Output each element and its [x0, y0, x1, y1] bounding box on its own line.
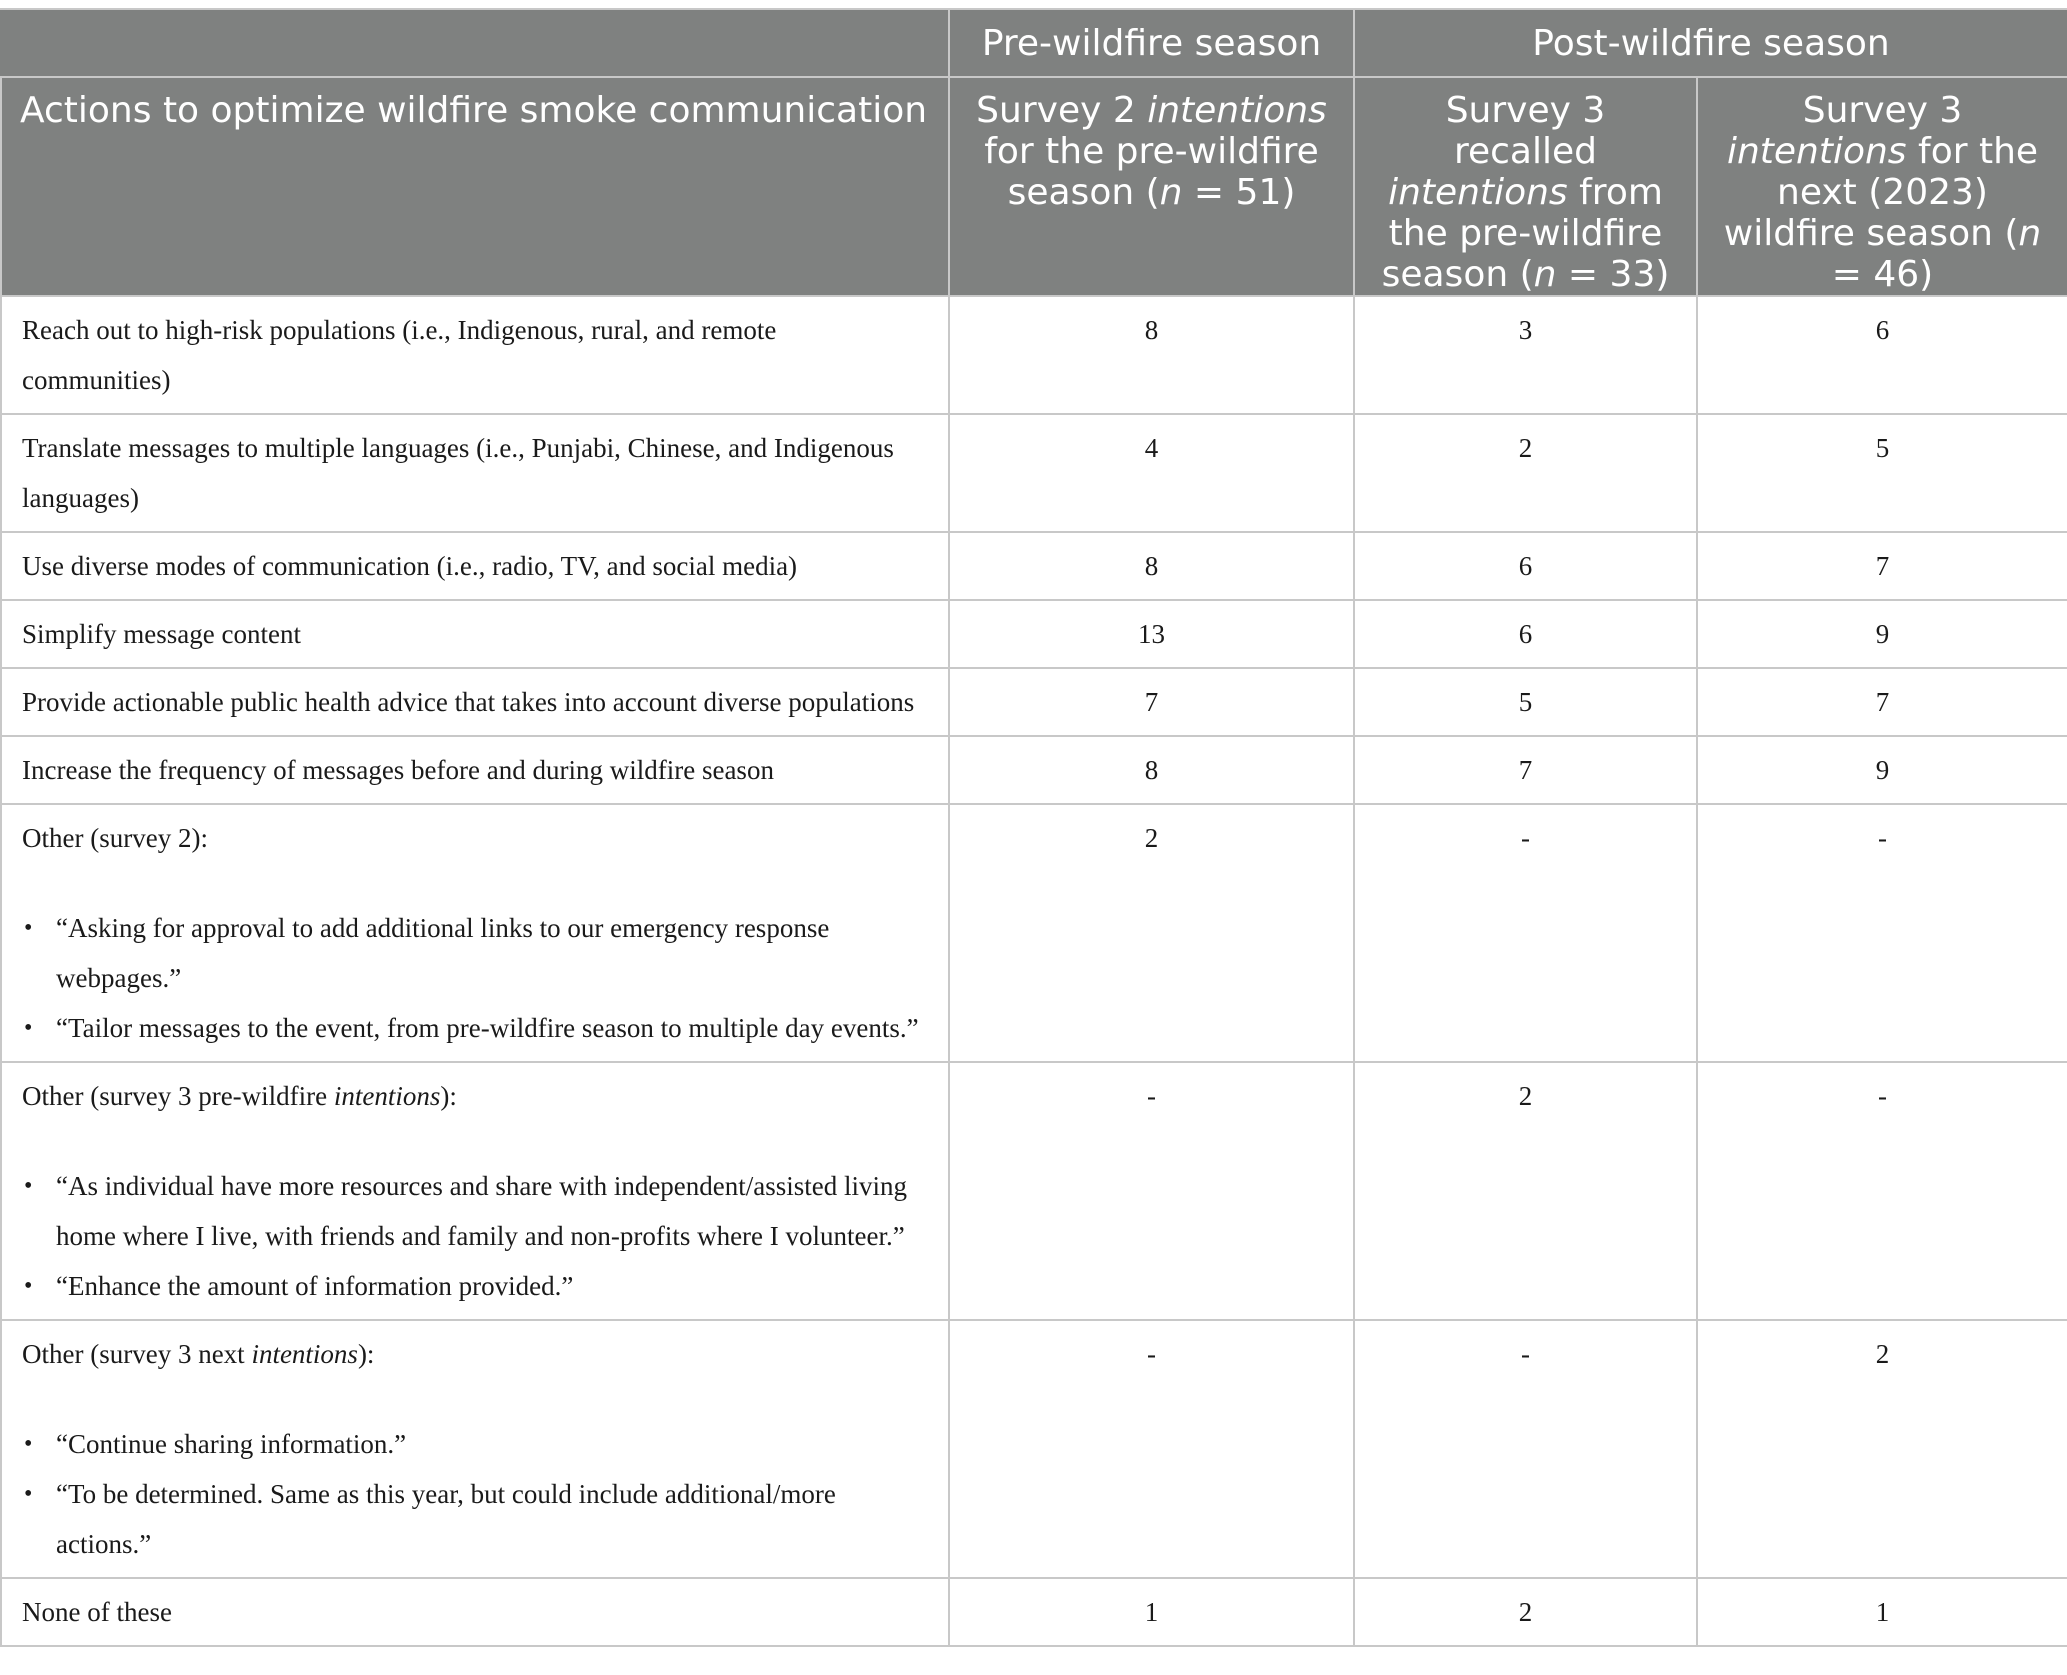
- header-pre-wildfire: Pre-wildfire season: [949, 9, 1354, 77]
- quote-text: “As individual have more resources and share with independent/assisted living home where I live, with friends and family and non-profits where I volunteer.”: [56, 1171, 908, 1251]
- table-row: [1, 414, 2067, 532]
- value-survey2: 2: [949, 804, 1354, 1062]
- value-survey3-recalled: 2: [1354, 1062, 1697, 1320]
- spacer: [22, 863, 928, 903]
- value-survey3-recalled: 5: [1354, 668, 1697, 736]
- spacer: [22, 1121, 928, 1161]
- value-survey3-next: 7: [1697, 532, 2067, 600]
- other-action-cell: [1, 1320, 949, 1578]
- quote-text: “To be determined. Same as this year, but could include additional/more actions.”: [56, 1479, 836, 1559]
- value-survey3-next: 6: [1697, 296, 2067, 414]
- value-survey3-recalled: 6: [1354, 532, 1697, 600]
- quote-item: [22, 1161, 928, 1261]
- value-survey3-recalled: 2: [1354, 414, 1697, 532]
- quote-text: “Enhance the amount of information provided.”: [56, 1271, 574, 1301]
- action-cell: Simplify message content: [1, 600, 949, 668]
- bullet-icon: •: [24, 1481, 33, 1507]
- other-action-cell: [1, 804, 949, 1062]
- value-survey3-next: 5: [1697, 414, 2067, 532]
- action-cell: Reach out to high-risk populations (i.e., Indigenous, rural, and remote communities): [1, 296, 949, 414]
- value-survey3-next: 2: [1697, 1320, 2067, 1578]
- value-survey3-recalled: -: [1354, 1320, 1697, 1578]
- quote-item: [22, 1261, 928, 1311]
- quote-item: [22, 1003, 928, 1053]
- quote-list: [22, 1161, 928, 1311]
- value-survey2: -: [949, 1320, 1354, 1578]
- value-survey3-recalled: 6: [1354, 600, 1697, 668]
- quote-text: “Asking for approval to add additional links to our emergency response webpages.”: [56, 913, 830, 993]
- quote-text: “Tailor messages to the event, from pre-wildfire season to multiple day events.”: [56, 1013, 919, 1043]
- header-survey2-intentions: Survey 2 intentions for the pre-wildfire season (n = 51): [949, 77, 1354, 296]
- header-post-wildfire: Post-wildfire season: [1354, 9, 2067, 77]
- other-action-cell: [1, 1062, 949, 1320]
- table-row-other: [1, 1320, 2067, 1578]
- value-survey3-next: -: [1697, 804, 2067, 1062]
- action-cell: Provide actionable public health advice that takes into account diverse populations: [1, 668, 949, 736]
- value-survey3-next: 1: [1697, 1578, 2067, 1646]
- table-row: [1, 1578, 2067, 1646]
- results-table: [0, 8, 2067, 1647]
- value-survey2: 8: [949, 296, 1354, 414]
- value-survey2: 7: [949, 668, 1354, 736]
- table-row: [1, 532, 2067, 600]
- value-survey3-next: 9: [1697, 736, 2067, 804]
- value-survey2: 8: [949, 532, 1354, 600]
- value-survey3-next: 9: [1697, 600, 2067, 668]
- value-survey3-next: -: [1697, 1062, 2067, 1320]
- quote-item: [22, 1469, 928, 1569]
- quote-text: “Continue sharing information.”: [56, 1429, 407, 1459]
- value-survey2: 8: [949, 736, 1354, 804]
- quote-list: [22, 1419, 928, 1569]
- table-row: [1, 600, 2067, 668]
- bullet-icon: •: [24, 1015, 33, 1041]
- header-column-row: [1, 77, 2067, 296]
- other-label: Other (survey 2):: [22, 823, 208, 853]
- action-cell: Translate messages to multiple languages (i.e., Punjabi, Chinese, and Indigenous languages): [1, 414, 949, 532]
- header-survey3-recalled: Survey 3 recalled intentions from the pre-wildfire season (n = 33): [1354, 77, 1697, 296]
- other-label: Other (survey 3 pre-wildfire intentions):: [22, 1081, 457, 1111]
- value-survey3-recalled: 7: [1354, 736, 1697, 804]
- action-cell: Increase the frequency of messages before and during wildfire season: [1, 736, 949, 804]
- header-group-row: [1, 9, 2067, 77]
- value-survey2: -: [949, 1062, 1354, 1320]
- header-actions: Actions to optimize wildfire smoke communication: [1, 77, 949, 296]
- header-survey3-next: Survey 3 intentions for the next (2023) wildfire season (n = 46): [1697, 77, 2067, 296]
- value-survey3-next: 7: [1697, 668, 2067, 736]
- quote-item: [22, 1419, 928, 1469]
- quote-list: [22, 903, 928, 1053]
- table-row: [1, 296, 2067, 414]
- action-cell: None of these: [1, 1578, 949, 1646]
- value-survey3-recalled: -: [1354, 804, 1697, 1062]
- bullet-icon: •: [24, 915, 33, 941]
- value-survey3-recalled: 2: [1354, 1578, 1697, 1646]
- spacer: [22, 1379, 928, 1419]
- value-survey3-recalled: 3: [1354, 296, 1697, 414]
- table-row: [1, 736, 2067, 804]
- bullet-icon: •: [24, 1273, 33, 1299]
- value-survey2: 1: [949, 1578, 1354, 1646]
- header-blank-cell: [1, 9, 949, 77]
- other-label: Other (survey 3 next intentions):: [22, 1339, 375, 1369]
- action-cell: Use diverse modes of communication (i.e., radio, TV, and social media): [1, 532, 949, 600]
- value-survey2: 13: [949, 600, 1354, 668]
- table-row: [1, 668, 2067, 736]
- bullet-icon: •: [24, 1431, 33, 1457]
- quote-item: [22, 903, 928, 1003]
- bullet-icon: •: [24, 1173, 33, 1199]
- table-row-other: [1, 804, 2067, 1062]
- value-survey2: 4: [949, 414, 1354, 532]
- table-row-other: [1, 1062, 2067, 1320]
